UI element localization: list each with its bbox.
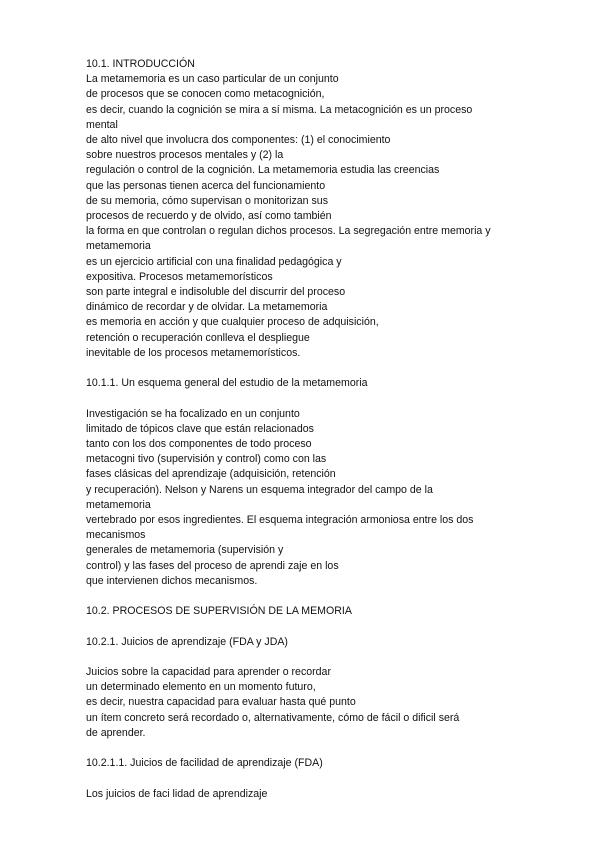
- text-line: y recuperación). Nelson y Narens un esquema integrador del campo de la: [86, 483, 433, 496]
- text-block: [86, 57, 586, 361]
- text-line: un ítem concreto será recordado o, alternativamente, cómo de fácil o dificil será: [86, 711, 460, 724]
- paragraph-gap: [86, 650, 586, 665]
- text-line: es decir, nuestra capacidad para evaluar hasta qué punto: [86, 696, 356, 709]
- text-line: generales de metamemoria (supervisión y: [86, 544, 284, 557]
- text-line: 10.2. PROCESOS DE SUPERVISIÓN DE LA MEMORIA: [86, 605, 352, 618]
- text-line: 10.1.1. Un esquema general del estudio de la metamemoria: [86, 377, 368, 390]
- text-block: [86, 604, 586, 619]
- text-line: Juicios sobre la capacidad para aprender o recordar: [86, 666, 331, 679]
- text-line: son parte integral e indisoluble del discurrir del proceso: [86, 286, 346, 299]
- document-body: [86, 57, 586, 802]
- text-line: dinámico de recordar y de olvidar. La metamemoria: [86, 301, 328, 314]
- text-block: [86, 665, 586, 741]
- text-line: retención o recuperación conlleva el despliegue: [86, 331, 310, 344]
- text-line: que las personas tienen acerca del funcionamiento: [86, 179, 326, 192]
- text-line: expositiva. Procesos metamemorísticos: [86, 270, 273, 283]
- text-line: Los juicios de faci lidad de aprendizaje: [86, 787, 268, 800]
- paragraph-gap: [86, 619, 586, 634]
- paragraph-gap: [86, 771, 586, 786]
- text-line: 10.2.1.1. Juicios de facilidad de aprendizaje (FDA): [86, 757, 323, 770]
- text-line: 10.1. INTRODUCCIÓN: [86, 58, 195, 70]
- paragraph-gap: [86, 589, 586, 604]
- text-block: [86, 787, 586, 802]
- text-block: [86, 635, 586, 650]
- text-line: 10.2.1. Juicios de aprendizaje (FDA y JDA): [86, 635, 288, 648]
- text-line: es memoria en acción y que cualquier proceso de adquisición,: [86, 316, 379, 329]
- text-block: [86, 407, 586, 589]
- text-line: mecanismos: [86, 529, 146, 542]
- text-line: inevitable de los procesos metamemorísticos.: [86, 346, 301, 359]
- text-block: [86, 756, 586, 771]
- text-line: la forma en que controlan o regulan dichos procesos. La segregación entre memoria y: [86, 225, 491, 238]
- text-line: mental: [86, 118, 118, 131]
- paragraph-gap: [86, 741, 586, 756]
- text-line: sobre nuestros procesos mentales y (2) la: [86, 149, 284, 162]
- text-line: de aprender.: [86, 726, 146, 739]
- text-line: un determinado elemento en un momento futuro,: [86, 681, 316, 694]
- text-line: control) y las fases del proceso de aprendi zaje en los: [86, 559, 339, 572]
- text-block: [86, 376, 586, 391]
- text-line: limitado de tópicos clave que están relacionados: [86, 422, 314, 435]
- text-line: es decir, cuando la cognición se mira a sí misma. La metacognición es un proceso: [86, 103, 473, 116]
- text-line: procesos de recuerdo y de olvido, así como también: [86, 210, 332, 223]
- paragraph-gap: [86, 391, 586, 406]
- text-line: es un ejercicio artificial con una finalidad pedagógica y: [86, 255, 342, 268]
- text-line: tanto con los dos componentes de todo proceso: [86, 438, 312, 451]
- text-line: Investigación se ha focalizado en un conjunto: [86, 407, 300, 420]
- text-line: metacogni tivo (supervisión y control) como con las: [86, 453, 327, 466]
- text-line: vertebrado por esos ingredientes. El esquema integración armoniosa entre los dos: [86, 514, 474, 527]
- text-line: La metamemoria es un caso particular de un conjunto: [86, 73, 339, 86]
- text-line: metamemoria: [86, 240, 151, 253]
- paragraph-gap: [86, 361, 586, 376]
- text-line: regulación o control de la cognición. La metamemoria estudia las creencias: [86, 164, 440, 177]
- text-line: de alto nivel que involucra dos componentes: (1) el conocimiento: [86, 134, 391, 147]
- text-line: de su memoria, cómo supervisan o monitorizan sus: [86, 194, 328, 207]
- text-line: que intervienen dichos mecanismos.: [86, 574, 258, 587]
- text-line: fases clásicas del aprendizaje (adquisición, retención: [86, 468, 336, 481]
- text-line: metamemoria: [86, 498, 151, 511]
- text-line: de procesos que se conocen como metacognición,: [86, 88, 325, 101]
